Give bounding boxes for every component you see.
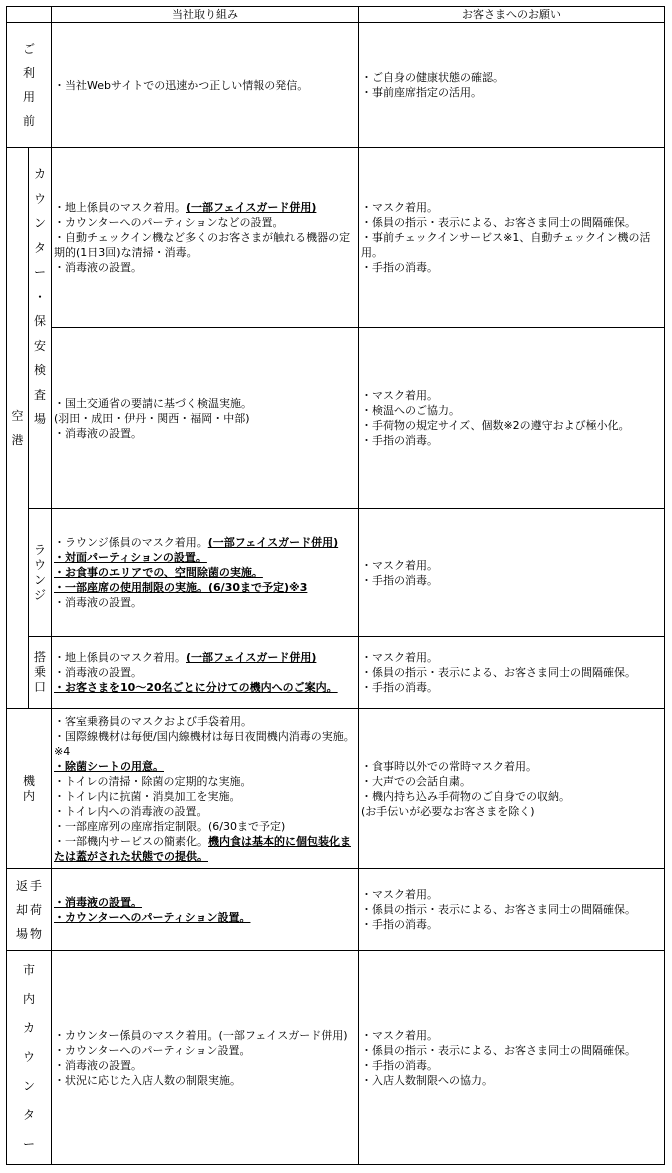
vertical-char: カ (33, 167, 46, 181)
vertical-label (33, 650, 47, 695)
measure-line: ・当社Webサイトでの迅速かつ正しい情報の発信。 (54, 78, 309, 92)
baggage-measures (52, 869, 359, 951)
vertical-char: 場 (15, 926, 28, 941)
request-line: ・事前チェックインサービス※1、自動チェックイン機の活用。 (361, 231, 651, 259)
row-airport-counter-2 (7, 328, 665, 509)
lounge-measures (52, 509, 359, 637)
request-line: ・食事時以外での常時マスク着用。 (361, 759, 537, 773)
row-airport-counter-1 (7, 148, 665, 328)
vertical-char: 査 (33, 387, 46, 402)
request-line: ・手荷物の規定サイズ、個数※2の遵守および極小化。 (361, 419, 630, 432)
measure-line: ・消毒液の設置。 (54, 596, 142, 609)
measure-line: ・国際線機材は毎便/国内線機材は毎日夜間機内消毒の実施。※4 (54, 729, 355, 758)
vertical-char: 安 (33, 338, 46, 353)
cabin-measures (52, 709, 359, 869)
measure-line: ・状況に応じた入店人数の制限実施。 (54, 1073, 241, 1087)
request-line: ・機内持ち込み手荷物のご自身での収納。 (361, 789, 570, 803)
request-line: ・係員の指示・表示による、お客さま同士の間隔確保。 (361, 1043, 636, 1057)
vertical-char: 物 (29, 926, 42, 941)
request-line: ・マスク着用。 (361, 201, 438, 214)
vertical-char: 内 (22, 788, 35, 803)
vertical-char: ン (33, 216, 46, 230)
request-line: ・検温へのご協力。 (361, 404, 460, 417)
measure-line: ・対面パーティションの設置。 (54, 551, 207, 564)
row-cabin (7, 709, 665, 869)
lounge-requests (359, 509, 665, 637)
measure-line: ・一部座席の使用制限の実施。(6/30まで予定)※3 (54, 581, 308, 594)
measure-line: (羽田・成田・伊丹・関西・福岡・中部) (54, 411, 250, 425)
request-line: ・事前座席指定の活用。 (361, 86, 482, 99)
vertical-char: ウ (33, 557, 46, 572)
category-airport (7, 148, 29, 709)
category-city-counter (7, 951, 52, 1165)
counter-requests-1 (359, 148, 665, 328)
measures-table (6, 6, 665, 1165)
vertical-char: 内 (22, 992, 35, 1006)
vertical-char: カ (22, 1021, 35, 1035)
measure-line: ・お客さまを10～20名ごとに分けての機内へのご案内。 (54, 681, 338, 694)
vertical-char: ー (33, 265, 46, 279)
vertical-char: ン (33, 572, 46, 587)
measure-line: ・除菌シートの用意。 (54, 759, 164, 773)
request-line: ・マスク着用。 (361, 558, 438, 572)
vertical-char: 返 (15, 878, 28, 893)
measure-line: ・カウンターへのパーティション設置。 (54, 1043, 251, 1057)
vertical-char: タ (22, 1108, 35, 1122)
measure-line: ・トイレ内に抗菌・消臭加工を実施。 (54, 789, 241, 803)
vertical-char: タ (33, 240, 46, 255)
request-line: (お手伝いが必要なお客さまを除く) (361, 804, 535, 818)
vertical-char: 利 (22, 66, 35, 80)
measure-line: ・カウンターへのパーティションなどの設置。 (54, 216, 284, 229)
row-airport-lounge (7, 509, 665, 637)
header-measures: 当社取り組み (52, 7, 359, 23)
subcategory-boarding (29, 637, 52, 709)
request-line: ・マスク着用。 (361, 651, 438, 664)
vertical-char: ご (22, 42, 35, 56)
vertical-label (22, 37, 36, 133)
row-airport-boarding (7, 637, 665, 709)
measure-line: ・国土交通省の要請に基づく検温実施。 (54, 396, 252, 410)
measure-line: ・地上係員のマスク着用。(一部フェイスガード併用) (54, 201, 317, 214)
vertical-char: 場 (33, 412, 46, 426)
vertical-char: 却 (15, 902, 28, 917)
subcategory-counter (29, 148, 52, 509)
vertical-char: ラ (33, 542, 46, 557)
vertical-char: 保 (33, 314, 46, 328)
vertical-label (15, 874, 29, 946)
vertical-char: 用 (22, 90, 35, 104)
vertical-char: 手 (29, 878, 42, 893)
vertical-char: 検 (33, 363, 46, 377)
counter-requests-2 (359, 328, 665, 509)
measure-line: ・客室乗務員のマスクおよび手袋着用。 (54, 714, 252, 728)
boarding-measures (52, 637, 359, 709)
measure-line: ・消毒液の設置。 (54, 426, 142, 440)
request-line: ・マスク着用。 (361, 389, 438, 402)
category-cabin (7, 709, 52, 869)
measure-line: ・ラウンジ係員のマスク着用。(一部フェイスガード併用) (54, 536, 339, 549)
request-line: ・手指の消毒。 (361, 573, 438, 587)
request-line: ・手指の消毒。 (361, 434, 438, 447)
request-line: ・マスク着用。 (361, 1028, 438, 1042)
vertical-char: ウ (22, 1050, 35, 1064)
vertical-char: 機 (22, 773, 35, 788)
cabin-requests (359, 709, 665, 869)
measures-table-wrapper (6, 6, 665, 1165)
category-before-use (7, 23, 52, 148)
request-line: ・手指の消毒。 (361, 261, 438, 274)
vertical-char: ジ (33, 587, 46, 602)
request-line: ・入店人数制限への協力。 (361, 1073, 493, 1087)
measure-line: ・トイレの清掃・除菌の定期的な実施。 (54, 774, 252, 788)
measure-line: ・自動チェックイン機など多くのお客さまが触れる機器の定期的(1日3回)な清掃・消毒。 (54, 231, 351, 259)
request-line: ・手指の消毒。 (361, 918, 438, 931)
vertical-char: 港 (11, 433, 24, 447)
vertical-char: 乗 (33, 665, 46, 679)
vertical-char: 空 (11, 409, 24, 423)
vertical-char: 口 (33, 680, 46, 694)
measure-line: ・トイレ内への消毒液の設置。 (54, 804, 208, 818)
request-line: ・手指の消毒。 (361, 681, 438, 694)
baggage-requests (359, 869, 665, 951)
before-use-measures (52, 23, 359, 148)
before-use-requests (359, 23, 665, 148)
measure-line: ・消毒液の設置。 (54, 1058, 142, 1072)
vertical-label (22, 774, 36, 804)
vertical-char: 荷 (29, 902, 42, 917)
request-line: ・大声での会話自粛。 (361, 774, 471, 788)
measure-line: ・一部機内サービスの簡素化。機内食は基本的に個包装化または蓋がされた状態での提供。 (54, 834, 351, 863)
request-line: ・係員の指示・表示による、お客さま同士の間隔確保。 (361, 666, 636, 679)
vertical-label (29, 874, 43, 946)
vertical-char: 市 (22, 963, 35, 977)
request-line: ・係員の指示・表示による、お客さま同士の間隔確保。 (361, 903, 636, 916)
city-counter-requests (359, 951, 665, 1165)
vertical-label (33, 543, 47, 603)
measure-line: ・地上係員のマスク着用。(一部フェイスガード併用) (54, 651, 317, 664)
vertical-label (33, 162, 47, 432)
vertical-label (11, 404, 25, 452)
counter-measures-2 (52, 328, 359, 509)
measure-line: ・消毒液の設置。 (54, 261, 142, 274)
row-before-use (7, 23, 665, 148)
row-baggage (7, 869, 665, 951)
measure-line: ・消毒液の設置。 (54, 895, 142, 909)
measure-line: ・一部座席列の座席指定制限。(6/30まで予定) (54, 819, 286, 833)
header-row (7, 7, 665, 23)
vertical-char: 搭 (33, 650, 46, 664)
request-line: ・ご自身の健康状態の確認。 (361, 71, 504, 84)
row-city-counter (7, 951, 665, 1165)
vertical-char: 前 (22, 114, 35, 128)
vertical-char: ン (22, 1079, 35, 1093)
vertical-char: ・ (33, 289, 46, 304)
measure-line: ・カウンター係員のマスク着用。(一部フェイスガード併用) (54, 1028, 348, 1042)
vertical-label (22, 956, 36, 1159)
boarding-requests (359, 637, 665, 709)
city-counter-measures (52, 951, 359, 1165)
vertical-char: ー (22, 1137, 35, 1151)
measure-line: ・カウンターへのパーティション設置。 (54, 910, 251, 924)
measure-line: ・お食事のエリアでの、空間除菌の実施。 (54, 566, 263, 579)
header-requests: お客さまへのお願い (359, 7, 665, 23)
request-line: ・手指の消毒。 (361, 1058, 438, 1072)
subcategory-lounge (29, 509, 52, 637)
measure-line: ・消毒液の設置。 (54, 666, 142, 679)
request-line: ・係員の指示・表示による、お客さま同士の間隔確保。 (361, 216, 636, 229)
request-line: ・マスク着用。 (361, 888, 438, 901)
header-blank-cell (7, 7, 52, 23)
counter-measures-1 (52, 148, 359, 328)
category-baggage (7, 869, 52, 951)
vertical-char: ウ (33, 191, 46, 206)
